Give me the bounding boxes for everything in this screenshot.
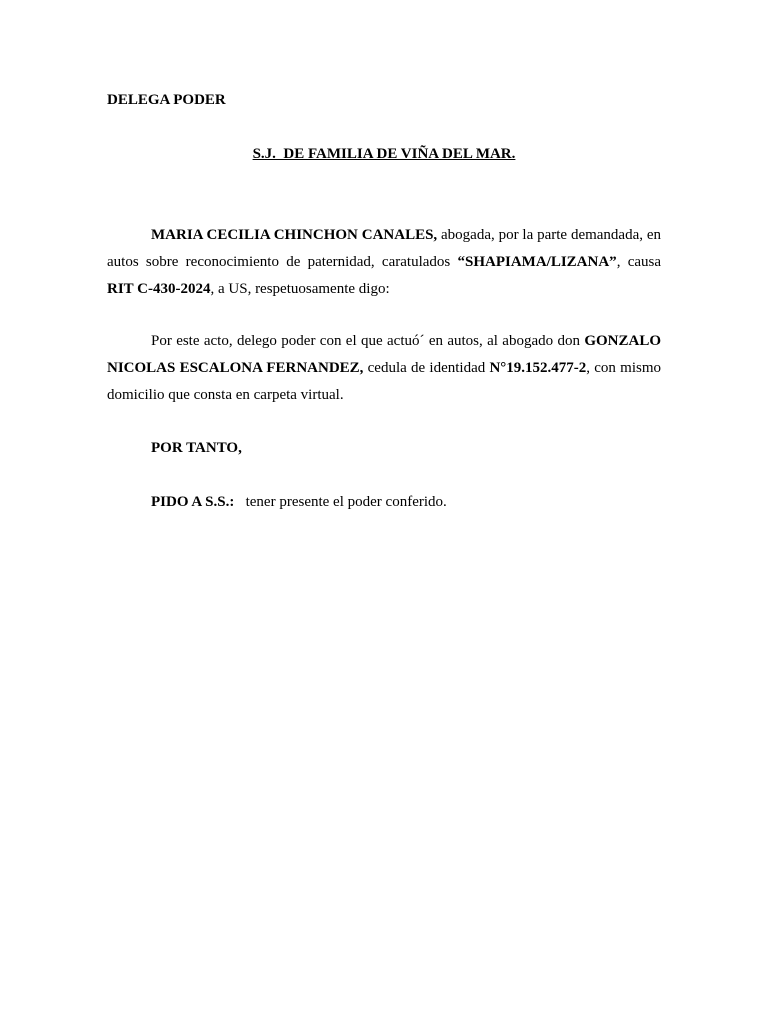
- case-rit: RIT C-430-2024: [107, 281, 211, 297]
- attorney-name: MARIA CECILIA CHINCHON CANALES,: [151, 227, 438, 243]
- por-tanto-heading: POR TANTO,: [151, 440, 242, 456]
- paragraph-delegation: [107, 328, 661, 409]
- court-heading: S.J. DE FAMILIA DE VIÑA DEL MAR.: [252, 146, 516, 162]
- petition-label: PIDO A S.S.:: [151, 494, 235, 510]
- paragraph-1-text-b: , causa: [616, 254, 662, 270]
- document-sumilla: DELEGA PODER: [107, 92, 226, 108]
- delegate-lawyer-name: GONZALO NICOLAS ESCALONA FERNANDEZ,: [107, 333, 661, 376]
- petition-text: tener presente el poder conferido.: [234, 494, 447, 510]
- paragraph-2-text-b: cedula de identidad: [363, 360, 490, 376]
- paragraph-appearance: [107, 222, 661, 303]
- paragraph-2-text-c: , con mismo domicilio que consta en carpeta virtual.: [107, 360, 661, 403]
- document-page: [107, 88, 662, 510]
- paragraph-1-text-c: , a US, respetuosamente digo:: [210, 281, 390, 297]
- case-caption: “SHAPIAMA/LIZANA”: [457, 254, 617, 270]
- paragraph-1-text-a: abogada, por la parte demandada, en autos sobre reconocimiento de paternidad, caratulados: [107, 227, 661, 270]
- petition-line: [151, 490, 447, 514]
- paragraph-2-text-a: Por este acto, delego poder con el que actuó´ en autos, al abogado don: [151, 333, 585, 349]
- delegate-id-number: N°19.152.477-2: [489, 360, 587, 376]
